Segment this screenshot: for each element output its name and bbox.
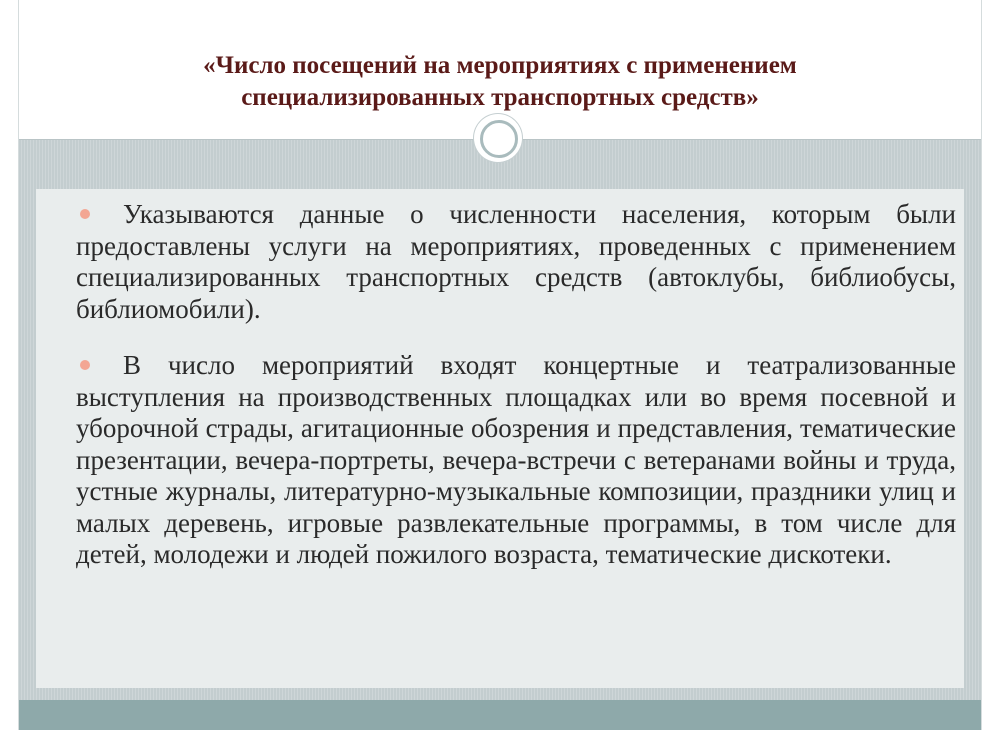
ornament-ring: [480, 120, 518, 158]
bullet-list: [76, 199, 956, 596]
left-edge-line: [18, 0, 19, 730]
bullet-text: В число мероприятий входят концертные и театрализованные выступления на производственных площадках или во время посевной и уборочной страды, агитационные обозрения и представления, тематические презентации, вечера-портреты, вечера-встречи с ветеранами войны и труда, устные журналы, литературно-музыкальные композиции, праздники улиц и малых деревень, игровые развлекательные программы, в том числе для детей, молодежи и людей пожилого возраста, тематические дискотеки.: [76, 350, 956, 569]
round-bullet-icon: [80, 360, 90, 370]
footer-band: [18, 700, 982, 730]
double-circle-ornament-icon: [474, 114, 522, 162]
bullet-item: [76, 199, 956, 325]
bullet-text: Указываются данные о численности населения, которым были предоставлены услуги на мероприятиях, проведенных с применением специализированных транспортных средств (автоклубы, библиобусы, библиомобили).: [76, 199, 956, 324]
bullet-item: [76, 350, 956, 571]
right-edge-line: [981, 0, 982, 730]
slide-title-line-2: специализированных транспортных средств»: [241, 84, 759, 111]
round-bullet-icon: [80, 209, 90, 219]
slide-title: [18, 50, 982, 114]
slide-title-line-1: «Число посещений на мероприятиях с применением: [203, 52, 797, 79]
